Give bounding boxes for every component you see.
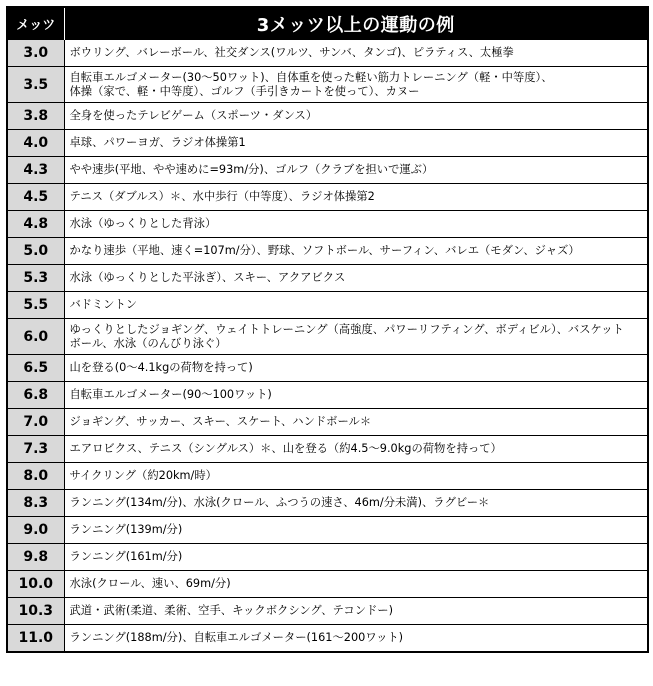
table-row [7,517,648,544]
table-row [7,238,648,265]
mets-value: 9.0 [7,517,64,544]
activity-text: 全身を使ったテレビゲーム（スポーツ・ダンス） [64,103,648,130]
activity-text: 水泳(クロール、速い、69m/分) [64,571,648,598]
table-row [7,490,648,517]
table-row [7,544,648,571]
activity-text: 自転車エルゴメーター(30～50ワット)、自体重を使った軽い筋力トレーニング（軽・中等度）、 体操（家で、軽・中等度）、ゴルフ（手引きカートを使って）、カヌー [64,67,648,103]
mets-value: 9.8 [7,544,64,571]
table-row [7,625,648,653]
table-row [7,157,648,184]
mets-value: 4.3 [7,157,64,184]
activity-column-header: 3メッツ以上の運動の例 [64,7,648,40]
activity-text: 水泳（ゆっくりとした背泳） [64,211,648,238]
table-row [7,292,648,319]
table-row [7,184,648,211]
table-row [7,463,648,490]
activity-text: 自転車エルゴメーター(90～100ワット) [64,382,648,409]
table-row [7,40,648,67]
header-row [7,7,648,40]
activity-text: サイクリング（約20km/時） [64,463,648,490]
activity-text: ランニング(188m/分)、自転車エルゴメーター(161～200ワット) [64,625,648,653]
activity-text: かなり速歩（平地、速く=107m/分）、野球、ソフトボール、サーフィン、バレエ（モダン、ジャズ） [64,238,648,265]
table-row [7,382,648,409]
activity-text: ジョギング、サッカー、スキー、スケート、ハンドボール＊ [64,409,648,436]
activity-text: ランニング(139m/分) [64,517,648,544]
mets-value: 4.0 [7,130,64,157]
activity-text: テニス（ダブルス）＊、水中歩行（中等度）、ラジオ体操第2 [64,184,648,211]
activity-text: バドミントン [64,292,648,319]
mets-value: 7.3 [7,436,64,463]
activity-text: ランニング(134m/分)、水泳(クロール、ふつうの速さ、46m/分未満)、ラグビー＊ [64,490,648,517]
mets-value: 8.3 [7,490,64,517]
mets-value: 5.5 [7,292,64,319]
mets-value: 8.0 [7,463,64,490]
mets-value: 3.5 [7,67,64,103]
table-row [7,436,648,463]
table-row [7,409,648,436]
activity-text: 卓球、パワーヨガ、ラジオ体操第1 [64,130,648,157]
mets-value: 10.3 [7,598,64,625]
mets-value: 3.0 [7,40,64,67]
mets-value: 6.5 [7,355,64,382]
mets-value: 10.0 [7,571,64,598]
table-row [7,265,648,292]
activity-text: 武道・武術(柔道、柔術、空手、キックボクシング、テコンドー) [64,598,648,625]
table-row [7,67,648,103]
table-row [7,103,648,130]
activity-text: エアロビクス、テニス（シングルス）＊、山を登る（約4.5～9.0kgの荷物を持って） [64,436,648,463]
mets-value: 4.5 [7,184,64,211]
table-row [7,355,648,382]
activity-text: 山を登る(0～4.1kgの荷物を持って) [64,355,648,382]
table-row [7,211,648,238]
activity-text: ランニング(161m/分) [64,544,648,571]
mets-value: 11.0 [7,625,64,653]
mets-column-header: メッツ [7,7,64,40]
mets-value: 6.8 [7,382,64,409]
mets-value: 6.0 [7,319,64,355]
table-row [7,319,648,355]
table-row [7,598,648,625]
mets-value: 3.8 [7,103,64,130]
mets-value: 5.3 [7,265,64,292]
activity-text: ボウリング、バレーボール、社交ダンス(ワルツ、サンバ、タンゴ)、ピラティス、太極拳 [64,40,648,67]
table-row [7,130,648,157]
activity-text: ゆっくりとしたジョギング、ウェイトトレーニング（高強度、パワーリフティング、ボディビル）、バスケット ボール、水泳（のんびり泳ぐ） [64,319,648,355]
activity-text: 水泳（ゆっくりとした平泳ぎ）、スキー、アクアビクス [64,265,648,292]
mets-table [6,6,649,653]
mets-value: 5.0 [7,238,64,265]
table-row [7,571,648,598]
mets-value: 4.8 [7,211,64,238]
mets-value: 7.0 [7,409,64,436]
activity-text: やや速歩(平地、やや速めに=93m/分)、ゴルフ（クラブを担いで運ぶ） [64,157,648,184]
